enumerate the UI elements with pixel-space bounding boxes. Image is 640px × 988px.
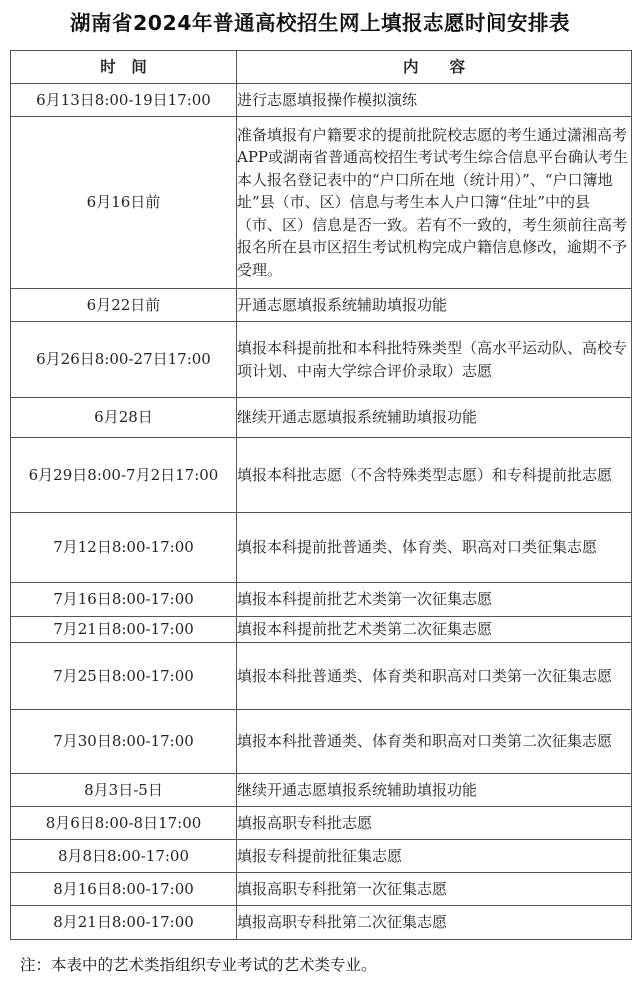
table-row <box>11 583 632 617</box>
row-content: 进行志愿填报操作模拟演练 <box>237 84 632 117</box>
row-content: 填报本科提前批艺术类第一次征集志愿 <box>237 583 632 617</box>
page-title: 湖南省2024年普通高校招生网上填报志愿时间安排表 <box>69 11 571 35</box>
row-content: 填报本科批普通类、体育类和职高对口类第一次征集志愿 <box>237 643 632 710</box>
row-content: 填报本科提前批普通类、体育类、职高对口类征集志愿 <box>237 513 632 583</box>
row-time: 8月21日8:00-17:00 <box>11 906 237 940</box>
table-row <box>11 873 632 906</box>
row-time: 6月29日8:00-7月2日17:00 <box>11 438 237 513</box>
header-time: 时 间 <box>11 51 237 84</box>
row-time: 6月22日前 <box>11 289 237 322</box>
row-time: 6月28日 <box>11 398 237 438</box>
row-time: 7月30日8:00-17:00 <box>11 710 237 774</box>
row-time: 8月6日8:00-8日17:00 <box>11 807 237 840</box>
table-row <box>11 322 632 398</box>
table-row <box>11 807 632 840</box>
row-time: 7月12日8:00-17:00 <box>11 513 237 583</box>
table-header-row <box>11 51 632 84</box>
row-time: 8月3日-5日 <box>11 774 237 807</box>
table-row <box>11 513 632 583</box>
row-content: 填报本科提前批艺术类第二次征集志愿 <box>237 617 632 643</box>
table-row <box>11 906 632 940</box>
row-time: 8月8日8:00-17:00 <box>11 840 237 873</box>
row-content: 填报高职专科批第一次征集志愿 <box>237 873 632 906</box>
row-time: 7月16日8:00-17:00 <box>11 583 237 617</box>
table-row <box>11 289 632 322</box>
row-content: 准备填报有户籍要求的提前批院校志愿的考生通过潇湘高考APP或湖南省普通高校招生考试考生综合信息平台确认考生本人报名登记表中的“户口所在地（统计用）”、“户口簿地址”县（市、区）信息与考生本人户口簿“住址”中的县（市、区）信息是否一致。若有不一致的，考生须前往高考报名所在县市区招生考试机构完成户籍信息修改，逾期不予受理。 <box>237 117 632 289</box>
table-row <box>11 710 632 774</box>
row-content: 开通志愿填报系统辅助填报功能 <box>237 289 632 322</box>
row-content: 填报本科批志愿（不含特殊类型志愿）和专科提前批志愿 <box>237 438 632 513</box>
row-content: 填报专科提前批征集志愿 <box>237 840 632 873</box>
row-time: 7月25日8:00-17:00 <box>11 643 237 710</box>
row-content: 填报高职专科批第二次征集志愿 <box>237 906 632 940</box>
table-row <box>11 840 632 873</box>
row-content: 填报本科批普通类、体育类和职高对口类第二次征集志愿 <box>237 710 632 774</box>
table-row <box>11 438 632 513</box>
row-time: 6月13日8:00-19日17:00 <box>11 84 237 117</box>
footnote: 注：本表中的艺术类指组织专业考试的艺术类专业。 <box>20 956 377 974</box>
schedule-table <box>10 50 632 940</box>
row-time: 7月21日8:00-17:00 <box>11 617 237 643</box>
row-time: 6月16日前 <box>11 117 237 289</box>
row-content: 继续开通志愿填报系统辅助填报功能 <box>237 398 632 438</box>
header-content: 内 容 <box>237 51 632 84</box>
row-time: 8月16日8:00-17:00 <box>11 873 237 906</box>
table-row <box>11 774 632 807</box>
table-row <box>11 398 632 438</box>
row-content: 继续开通志愿填报系统辅助填报功能 <box>237 774 632 807</box>
row-content: 填报高职专科批志愿 <box>237 807 632 840</box>
table-row <box>11 617 632 643</box>
table-row <box>11 117 632 289</box>
row-content: 填报本科提前批和本科批特殊类型（高水平运动队、高校专项计划、中南大学综合评价录取）志愿 <box>237 322 632 398</box>
table-row <box>11 643 632 710</box>
table-row <box>11 84 632 117</box>
row-time: 6月26日8:00-27日17:00 <box>11 322 237 398</box>
